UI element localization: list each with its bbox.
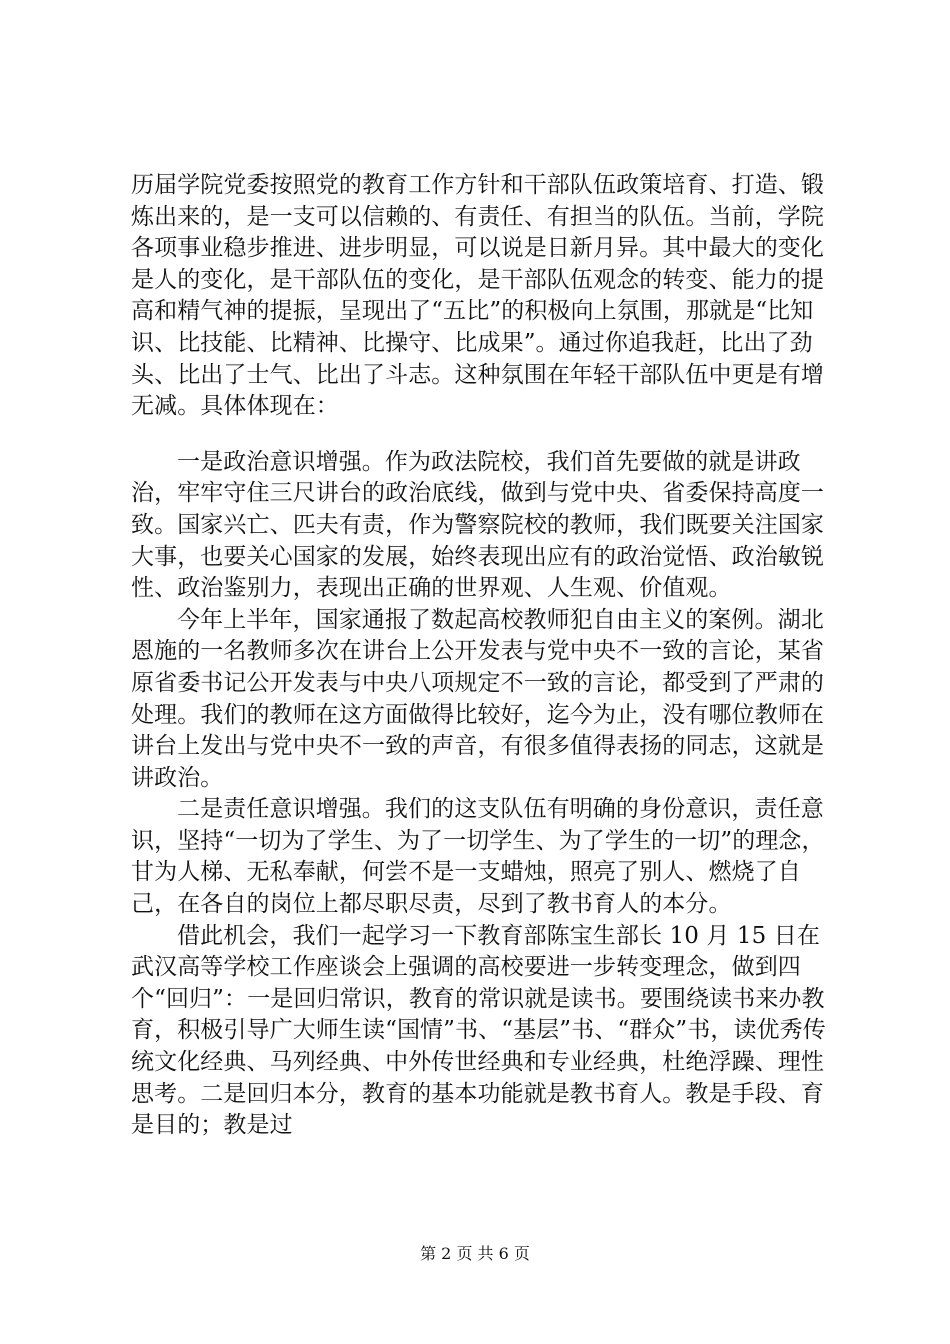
paragraph-intro: 历届学院党委按照党的教育工作方针和干部队伍政策培育、打造、锻炼出来的，是一支可以信赖的、有责任、有担当的队伍。当前，学院各项事业稳步推进、进步明显，可以说是日新月异。其中最大的变化是人的变化，是干部队伍的变化，是干部队伍观念的转变、能力的提高和精气神的提振，呈现出了“五比”的积极向上氛围，那就是“比知识、比技能、比精神、比操守、比成果”。通过你追我赶，比出了劲头、比出了士气、比出了斗志。这种氛围在年轻干部队伍中更是有增无减。具体体现在：	[131, 172, 824, 420]
paragraph-four-returns: 借此机会，我们一起学习一下教育部陈宝生部长 10 月 15 日在武汉高等学校工作座谈会上强调的高校要进一步转变理念，做到四个“回归”：一是回归常识，教育的常识就是读书。要围绕读书来办教育，积极引导广大师生读“国情”书、“基层”书、“群众”书，读优秀传统文化经典、马列经典、中外传世经典和专业经典，杜绝浮躁、理性思考。二是回归本分，教育的基本功能就是教书育人。教是手段、育是目的；教是过	[131, 922, 826, 1139]
paragraph-case-examples: 今年上半年，国家通报了数起高校教师犯自由主义的案例。湖北恩施的一名教师多次在讲台上公开发表与党中央不一致的言论，某省原省委书记公开发表与中央八项规定不一致的言论，都受到了严肃的处理。我们的教师在这方面做得比较好，迄今为止，没有哪位教师在讲台上发出与党中央不一致的声音，有很多值得表扬的同志，这就是讲政治。	[131, 606, 824, 791]
document-body	[131, 170, 831, 1142]
paragraph-responsibility-awareness: 二是责任意识增强。我们的这支队伍有明确的身份意识，责任意识，坚持“一切为了学生、为了一切学生、为了学生的一切”的理念，甘为人梯、无私奉献，何尝不是一支蜡烛，照亮了别人、燃烧了自己，在各自的岗位上都尽职尽责，尽到了教书育人的本分。	[131, 796, 825, 918]
paragraph-political-awareness: 一是政治意识增强。作为政法院校，我们首先要做的就是讲政治，牢牢守住三尺讲台的政治底线，做到与党中央、省委保持高度一致。国家兴亡、匹夫有责，作为警察院校的教师，我们既要关注国家大事，也要关心国家的发展，始终表现出应有的政治觉悟、政治敏锐性、政治鉴别力，表现出正确的世界观、人生观、价值观。	[131, 448, 824, 602]
page-footer: 第 2 页 共 6 页	[420, 1244, 530, 1263]
